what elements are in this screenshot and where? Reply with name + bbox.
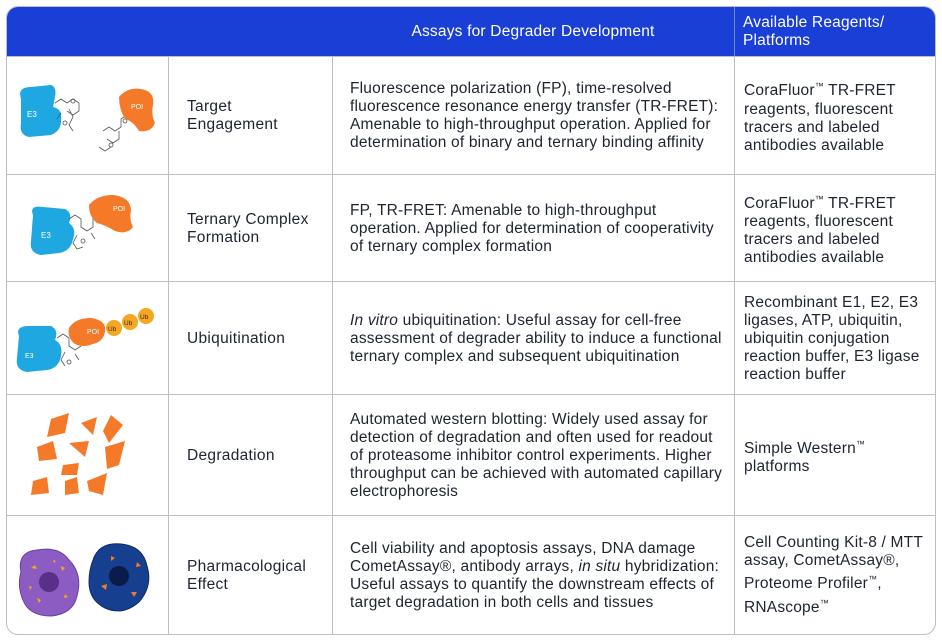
row-assay: Cell viability and apoptosis assays, DNA damage CometAssay®, antibody arrays, in situ hybridization: Useful assays to quantify the downstream effects of target degradation in both cells and tissues <box>350 539 720 611</box>
header-reagents: Available Reagents/ Platforms <box>743 14 885 49</box>
table-header <box>7 7 935 56</box>
row-reagents-cell <box>734 516 935 635</box>
header-assays: Assays for Degrader Development <box>411 22 655 40</box>
svg-text:E3: E3 <box>27 110 37 119</box>
row-reagents: CoraFluor™ TR-FRET reagents, fluorescent tracers and labeled antibodies available <box>744 81 896 154</box>
svg-text:Ub: Ub <box>124 320 133 327</box>
row-name-cell <box>168 516 332 635</box>
row-reagents-cell <box>734 57 935 175</box>
degrader-assay-table <box>6 6 936 635</box>
row-name-cell <box>168 282 332 395</box>
row-assay-cell <box>332 57 734 175</box>
target-engagement-illustration <box>7 57 167 175</box>
row-assay: FP, TR-FRET: Amenable to high-throughput operation. Applied for determination of cooperativity of ternary complex formation <box>350 201 714 255</box>
row-reagents: CoraFluor™ TR-FRET reagents, fluorescent tracers and labeled antibodies available <box>744 193 896 267</box>
row-name-cell <box>168 395 332 516</box>
svg-text:POI: POI <box>87 329 100 336</box>
table-row <box>7 515 935 635</box>
row-assay: Automated western blotting: Widely used assay for detection of degradation and often used for readout of proteasome inhibitor control experiments. Higher throughput can be achieved with automated capillary electrophoresis <box>350 410 723 500</box>
pharmacological-illustration <box>7 516 167 635</box>
poi-protein-icon <box>89 195 133 232</box>
ubiquitin-icon <box>106 320 122 336</box>
ubiquitin-icon <box>122 314 138 330</box>
table-row <box>7 281 935 395</box>
e3-ligase-icon <box>20 85 61 137</box>
row-reagents: Simple Western™ platforms <box>744 438 866 476</box>
linker-molecule-icon <box>99 115 127 151</box>
cell-icon <box>19 549 78 616</box>
protein-fragments-icon <box>7 395 167 516</box>
e3-ligase-icon <box>17 326 62 372</box>
row-name-cell <box>168 57 332 175</box>
table-row <box>7 174 935 282</box>
row-assay: Fluorescence polarization (FP), time-resolved fluorescence resonance energy transfer (TR-FRET): Amenable to high-throughput operation. Applied for determination of binary and ternary binding affinity <box>350 80 719 151</box>
row-name: Degradation <box>187 446 275 464</box>
row-name: Pharmacological Effect <box>187 557 307 593</box>
cell-icon <box>89 544 149 611</box>
header-divider <box>734 7 735 56</box>
row-name-cell <box>168 175 332 282</box>
svg-text:Ub: Ub <box>140 314 149 321</box>
row-assay: In vitro ubiquitination: Useful assay for cell-free assessment of degrader ability to induce a functional ternary complex and subsequent ubiquitination <box>350 311 722 365</box>
row-reagents-cell <box>734 395 935 516</box>
svg-text:POI: POI <box>131 104 144 111</box>
row-reagents-cell <box>734 175 935 282</box>
row-name: Target Engagement <box>187 98 278 133</box>
row-assay-cell <box>332 395 734 516</box>
ubiquitination-illustration <box>7 282 167 395</box>
table-row <box>7 56 935 175</box>
row-name: Ternary Complex Formation <box>187 210 309 246</box>
row-reagents: Cell Counting Kit-8 / MTT assay, CometAssay®, Proteome Profiler™, RNAscope™ <box>744 534 923 616</box>
poi-protein-icon <box>119 89 155 132</box>
row-assay-cell <box>332 282 734 395</box>
row-name: Ubiquitination <box>187 329 286 347</box>
e3-ligase-icon <box>31 207 75 255</box>
degradation-illustration <box>7 395 167 516</box>
row-reagents-cell <box>734 282 935 395</box>
ubiquitin-icon <box>138 308 154 324</box>
svg-text:E3: E3 <box>41 231 51 240</box>
svg-text:E3: E3 <box>25 353 34 360</box>
table-row <box>7 394 935 516</box>
poi-protein-icon <box>69 318 106 346</box>
row-assay-cell <box>332 175 734 282</box>
row-reagents: Recombinant E1, E2, E3 ligases, ATP, ubiquitin, ubiquitin conjugation reaction buffer, E3 ligase reaction buffer <box>744 293 920 383</box>
ternary-complex-illustration <box>7 175 167 282</box>
row-assay-cell <box>332 516 734 635</box>
svg-text:POI: POI <box>113 206 126 213</box>
svg-text:Ub: Ub <box>108 326 117 333</box>
